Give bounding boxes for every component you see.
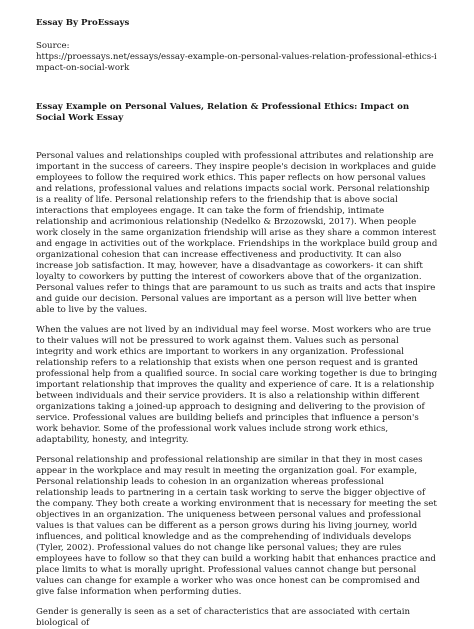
essay-paragraph: Personal values and relationships coupled with professional attributes and relationship are important in the success of careers. They inspire people's decision in workplaces and guide employees to follow the required work ethics. This paper reflects on how personal values and relations, professional values and relations impacts social work. Personal relationship is a reality of life. Personal relationship refers to the friendship that is above social interactions that employees engage. It can take the form of friendship, intimate relationship and acrimonious relationship (Nedelko & Brzozowski, 2017). When people work closely in the same organization friendship will arise as they share a common interest and engage in activities out of the workplace. Friendships in the workplace build group and organizational cohesion that can increase effectiveness and productivity. It can also increase job satisfaction. It may, however, have a disadvantage as coworkers- it can shift loyalty to coworkers by putting the interest of coworkers above that of the organization. Personal values refer to things that are paramount to us such as traits and acts that inspire and guide our decision. Personal values are important as a person will live better when able to live by the values. <box>36 151 438 315</box>
site-header-title: Essay By ProEssays <box>36 18 130 28</box>
essay-paragraph: Personal relationship and professional relationship are similar in that they in most cases appear in the workplace and may result in meeting the organization goal. For example, Personal relationship leads to cohesion in an organization whereas professional relationship leads to partnering in a certain task working to serve the bigger objective of the company. They both create a working environment that is necessary for meeting the set objectives in an organization. The uniqueness between personal values and professional values is that values can be different as a person grows during his living journey, world influences, and political knowledge and as the comprehending of individuals develops (Tyler, 2002). Professional values do not change like personal values; they are rules employees have to follow so that they can build a working habit that enhances practice and place limits to what is morally upright. Professional values cannot change but personal values can change for example a worker who was once honest can be compromised and give false information when performing duties. <box>36 455 437 597</box>
essay-paragraph: When the values are not lived by an individual may feel worse. Most workers who are true to their values will not be pressured to work against them. Values such as personal integrity and work ethics are important to workers in any organization. Professional relationship refers to a relationship that exists when one person request and is granted professional help from a qualified source. In social care working together is due to bringing important relationship that improves the quality and experience of care. It is a relationship between individuals and their service providers. It is also a relationship within different organizations taking a joined-up approach to designing and delivering to the provision of service. Professional values are building beliefs and principles that influence a person's work behavior. Some of the professional work values include strong work ethics, adaptability, honesty, and integrity. <box>36 325 438 445</box>
source-url-link[interactable]: https://proessays.net/essays/essay-example-on-personal-values-relation-professional-ethics-impact-on-social-work <box>36 52 437 73</box>
essay-paragraph: Gender is generally is seen as a set of characteristics that are associated with certain biological of <box>36 607 411 628</box>
source-label: Source: <box>36 41 70 51</box>
essay-title: Essay Example on Personal Values, Relation & Professional Ethics: Impact on Social Work Essay <box>36 102 410 123</box>
